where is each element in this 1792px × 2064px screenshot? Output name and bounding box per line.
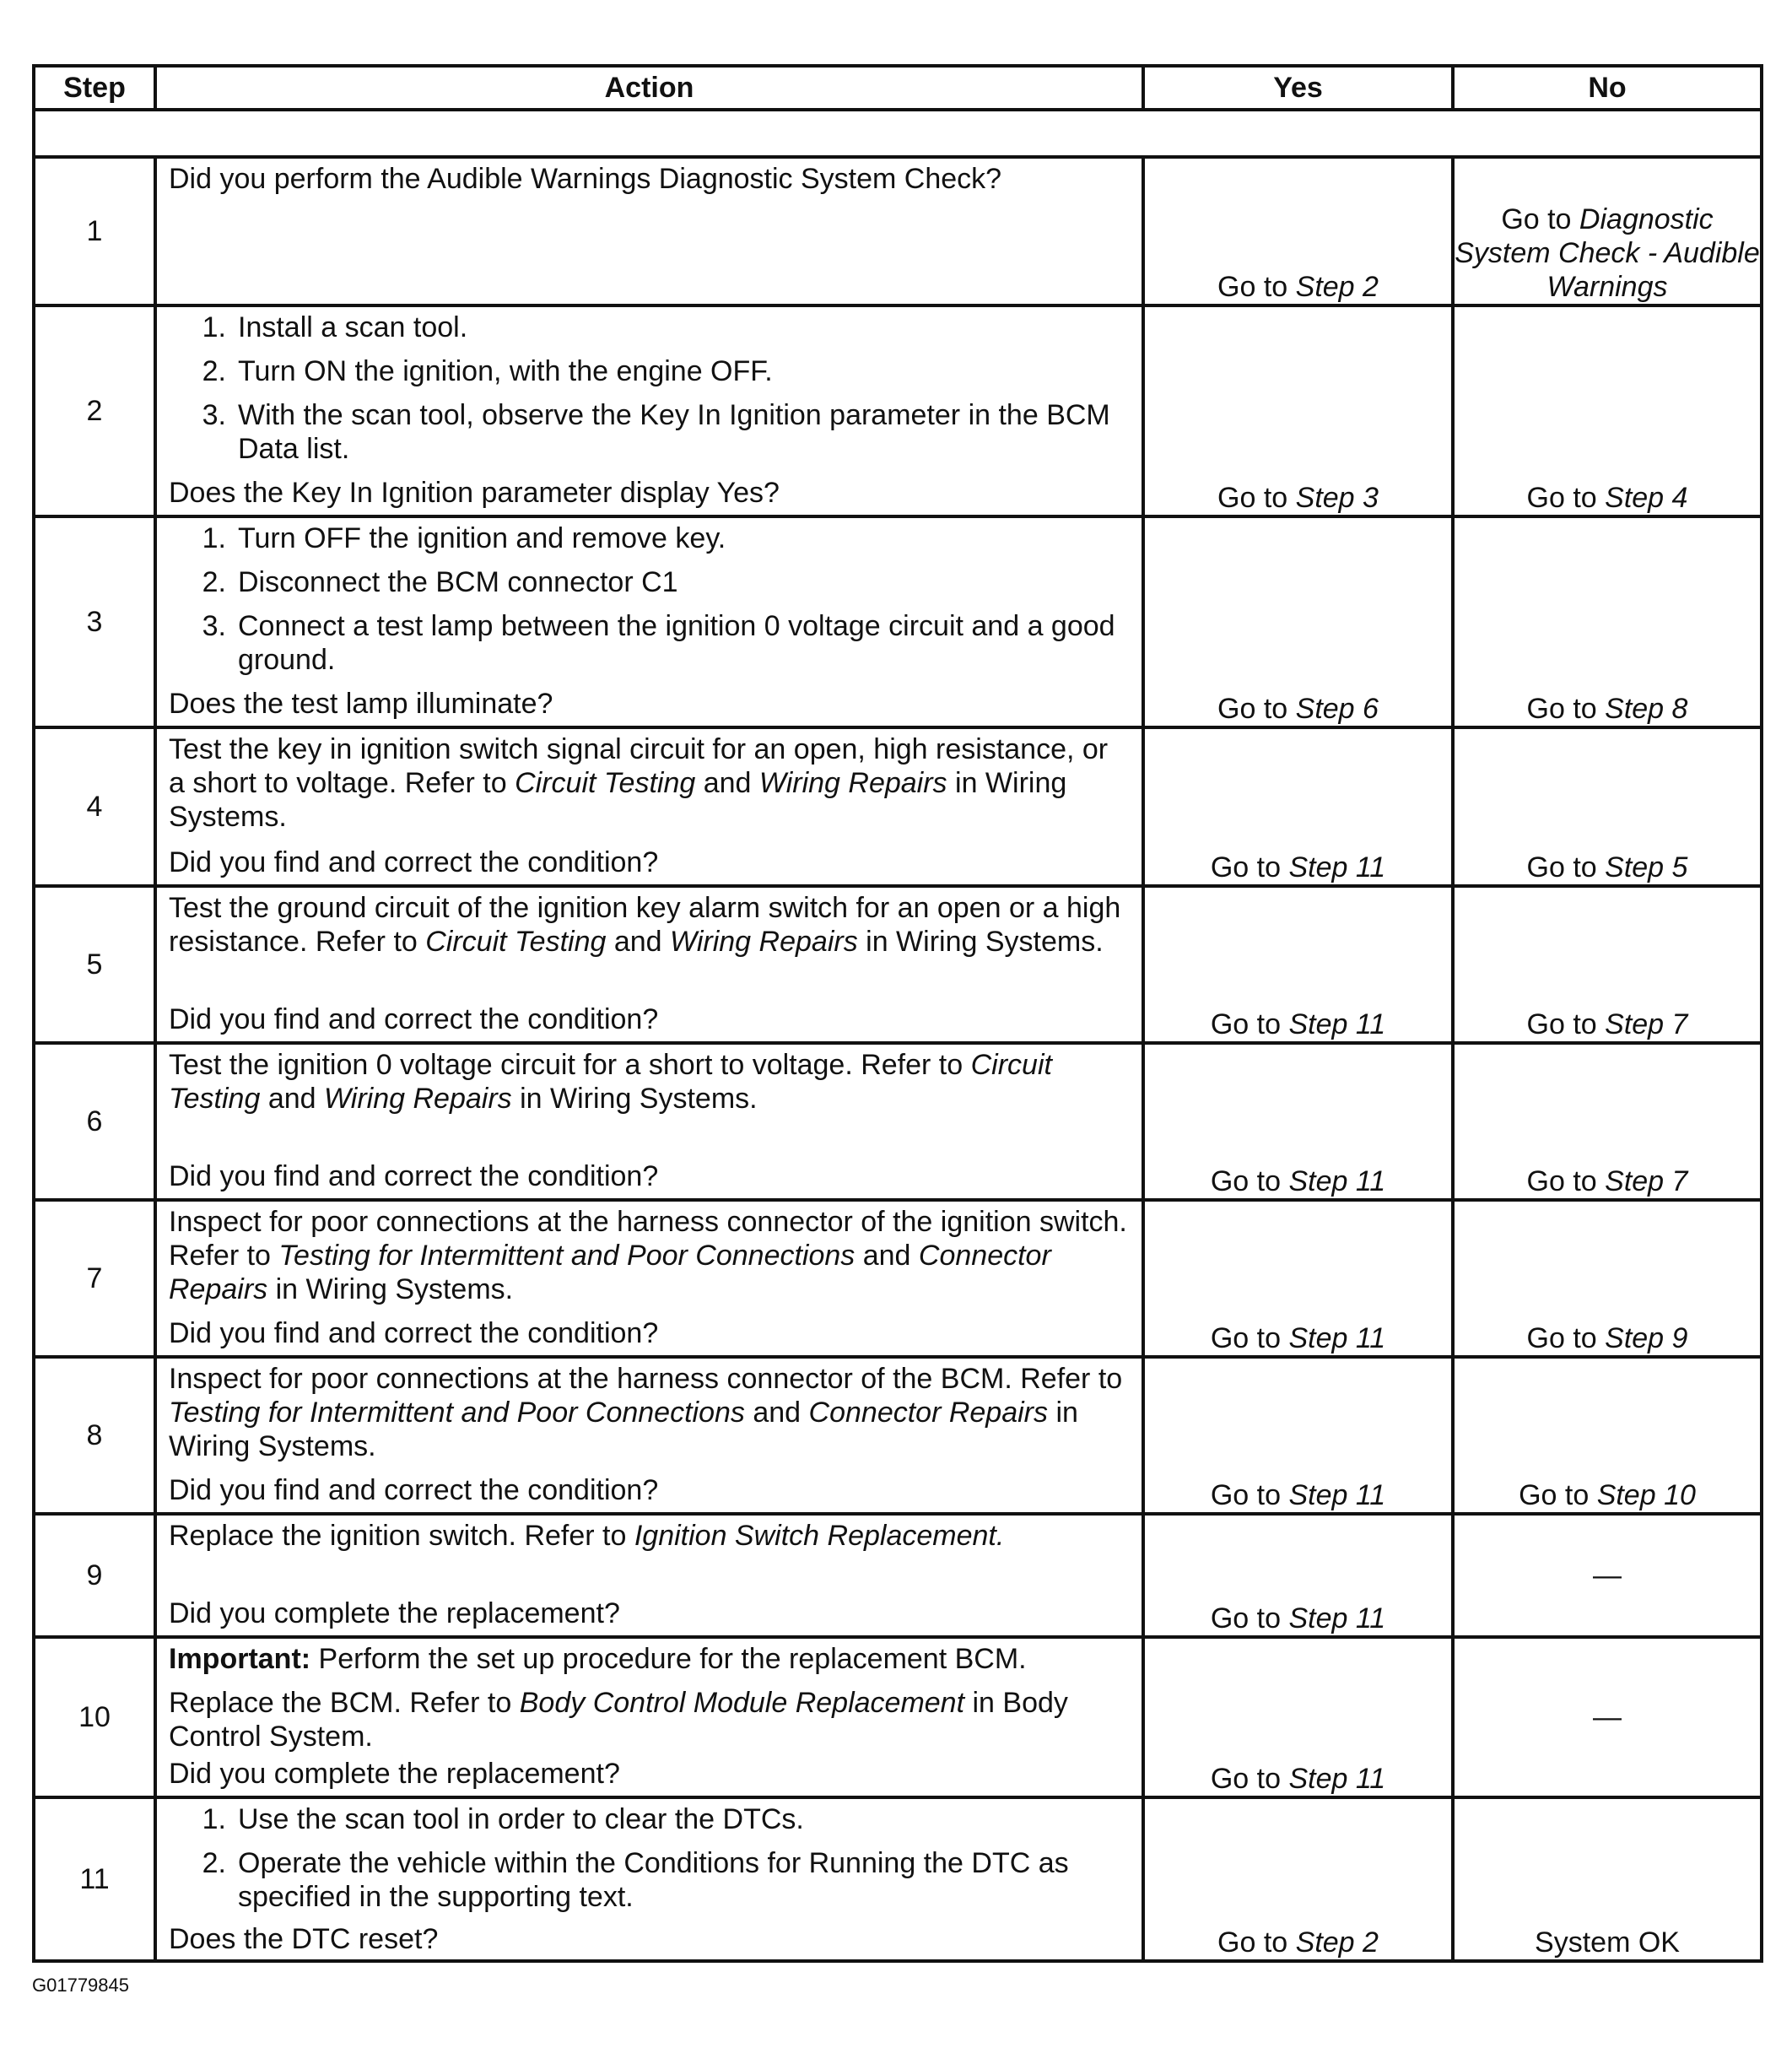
no-cell: Go to Step 9 [1453,1200,1762,1357]
action-text: Replace the BCM. Refer to Body Control Module Replacement in Body Control System. [169,1687,1068,1753]
step-link: Step 11 [1288,1165,1386,1197]
action-cell [155,1637,1143,1797]
table-row [34,1514,1762,1637]
question: Did you find and correct the condition? [169,1317,659,1349]
dash-value: — [1593,1701,1622,1733]
list-item: 1. Use the scan tool in order to clear the DTCs. [202,1803,804,1835]
yes-cell: Go to Step 11 [1143,1637,1453,1797]
step-link: Step 11 [1288,1008,1386,1040]
table-row [34,516,1762,727]
yes-cell: Go to Step 11 [1143,1200,1453,1357]
table-row [34,727,1762,886]
step-link: Step 2 [1295,271,1379,303]
yes-cell: Go to Step 11 [1143,1357,1453,1514]
action-cell [155,1514,1143,1637]
yes-cell: Go to Step 2 [1143,1797,1453,1961]
action-text: Inspect for poor connections at the harness connector of the ignition switch. Refer to Testing for Intermittent and Poor Connections and Connector Repairs in Wiring Systems. [169,1206,1127,1305]
action-text: Test the key in ignition switch signal circuit for an open, high resistance, or a short to voltage. Refer to Circuit Testing and Wiring Repairs in Wiring Systems. [169,733,1109,833]
step-number: 2 [34,305,155,516]
step-number: 5 [34,886,155,1043]
step-link: Step 8 [1605,693,1688,725]
step-link: Step 11 [1288,1479,1386,1511]
question: Did you complete the replacement? [169,1597,620,1629]
instruction-list [169,521,1130,685]
action-cell [155,1357,1143,1514]
question: Did you find and correct the condition? [169,1474,659,1506]
list-item: 1. Install a scan tool. [202,311,468,343]
list-item: 2. Turn ON the ignition, with the engine OFF. [202,355,773,387]
yes-cell: Go to Step 6 [1143,516,1453,727]
step-number: 6 [34,1043,155,1200]
no-cell [1453,1514,1762,1637]
step-link: Step 10 [1596,1479,1696,1511]
step-link: Step 11 [1288,851,1386,883]
question: Did you find and correct the condition? [169,1160,659,1192]
table-row [34,1357,1762,1514]
list-item: 3. With the scan tool, observe the Key In Ignition parameter in the BCM Data list. [202,399,1110,465]
step-number: 4 [34,727,155,886]
list-item: 2. Disconnect the BCM connector C1 [202,566,678,598]
action-cell [155,1043,1143,1200]
step-number: 1 [34,157,155,305]
step-number: 8 [34,1357,155,1514]
no-cell: Go to Diagnostic System Check - Audible Warnings [1453,157,1762,305]
step-link: Step 2 [1295,1926,1379,1959]
step-link: Step 11 [1288,1322,1386,1354]
step-link: Step 9 [1605,1322,1688,1354]
instruction-list [169,311,1130,474]
list-item: 3. Connect a test lamp between the ignition 0 voltage circuit and a good ground. [202,610,1115,676]
no-cell: Go to Step 7 [1453,1043,1762,1200]
header-no: No [1453,66,1762,110]
yes-cell: Go to Step 11 [1143,727,1453,886]
list-item: 1. Turn OFF the ignition and remove key. [202,522,726,554]
question: Did you perform the Audible Warnings Diagnostic System Check? [169,163,1002,195]
action-cell [155,516,1143,727]
question: Did you complete the replacement? [169,1758,620,1790]
question: Does the test lamp illuminate? [169,688,553,720]
blank-row [34,110,1762,157]
table-row [34,305,1762,516]
step-link: Step 4 [1605,482,1688,514]
question: Did you find and correct the condition? [169,1003,659,1035]
action-cell [155,305,1143,516]
step-link: Step 7 [1605,1165,1688,1197]
diagnostic-table [32,64,1763,1963]
step-link: Step 5 [1605,851,1688,883]
action-text: Test the ground circuit of the ignition key alarm switch for an open or a high resistance. Refer to Circuit Testing and Wiring Repairs in Wiring Systems. [169,892,1121,958]
table-row [34,1637,1762,1797]
yes-cell: Go to Step 3 [1143,305,1453,516]
action-cell [155,886,1143,1043]
table-row [34,1043,1762,1200]
action-cell [155,727,1143,886]
action-text: Inspect for poor connections at the harness connector of the BCM. Refer to Testing for Intermittent and Poor Connections and Connector Repairs in Wiring Systems. [169,1363,1123,1462]
instruction-list [169,1802,1130,1922]
yes-cell: Go to Step 11 [1143,886,1453,1043]
yes-cell: Go to Step 11 [1143,1043,1453,1200]
no-cell: Go to Step 8 [1453,516,1762,727]
step-number: 9 [34,1514,155,1637]
no-cell [1453,1797,1762,1961]
header-action: Action [155,66,1143,110]
step-number: 7 [34,1200,155,1357]
header-yes: Yes [1143,66,1453,110]
yes-cell: Go to Step 11 [1143,1514,1453,1637]
step-number: 10 [34,1637,155,1797]
header-step: Step [34,66,155,110]
action-text: Test the ignition 0 voltage circuit for a short to voltage. Refer to Circuit Testing and Wiring Repairs in Wiring Systems. [169,1049,1052,1115]
figure-id: G01779845 [32,1975,129,1996]
no-cell: Go to Step 5 [1453,727,1762,886]
result-value: System OK [1535,1926,1680,1959]
action-cell [155,1200,1143,1357]
no-cell: Go to Step 4 [1453,305,1762,516]
step-link: Step 11 [1288,1602,1386,1634]
header-row [34,66,1762,110]
question: Does the Key In Ignition parameter display Yes? [169,477,780,509]
no-cell: Go to Step 7 [1453,886,1762,1043]
table-row [34,886,1762,1043]
action-cell [155,157,1143,305]
table-row [34,1200,1762,1357]
question: Did you find and correct the condition? [169,846,659,878]
table-row [34,1797,1762,1961]
table-row [34,157,1762,305]
step-number: 3 [34,516,155,727]
step-link: Step 6 [1295,693,1379,725]
question: Does the DTC reset? [169,1923,439,1955]
yes-cell: Go to Step 2 [1143,157,1453,305]
step-link: Step 3 [1295,482,1379,514]
step-number: 11 [34,1797,155,1961]
no-cell: Go to Step 10 [1453,1357,1762,1514]
action-cell [155,1797,1143,1961]
list-item: 2. Operate the vehicle within the Conditions for Running the DTC as specified in the supporting text. [202,1847,1069,1913]
step-link: Step 11 [1288,1763,1386,1795]
important-note: Important: Perform the set up procedure for the replacement BCM. [169,1643,1027,1675]
step-link: Step 7 [1605,1008,1688,1040]
reference-link: Diagnostic System Check - Audible Warnings [1455,203,1760,303]
dash-value: — [1593,1559,1622,1591]
no-cell [1453,1637,1762,1797]
action-text: Replace the ignition switch. Refer to Ignition Switch Replacement. [169,1520,1005,1552]
